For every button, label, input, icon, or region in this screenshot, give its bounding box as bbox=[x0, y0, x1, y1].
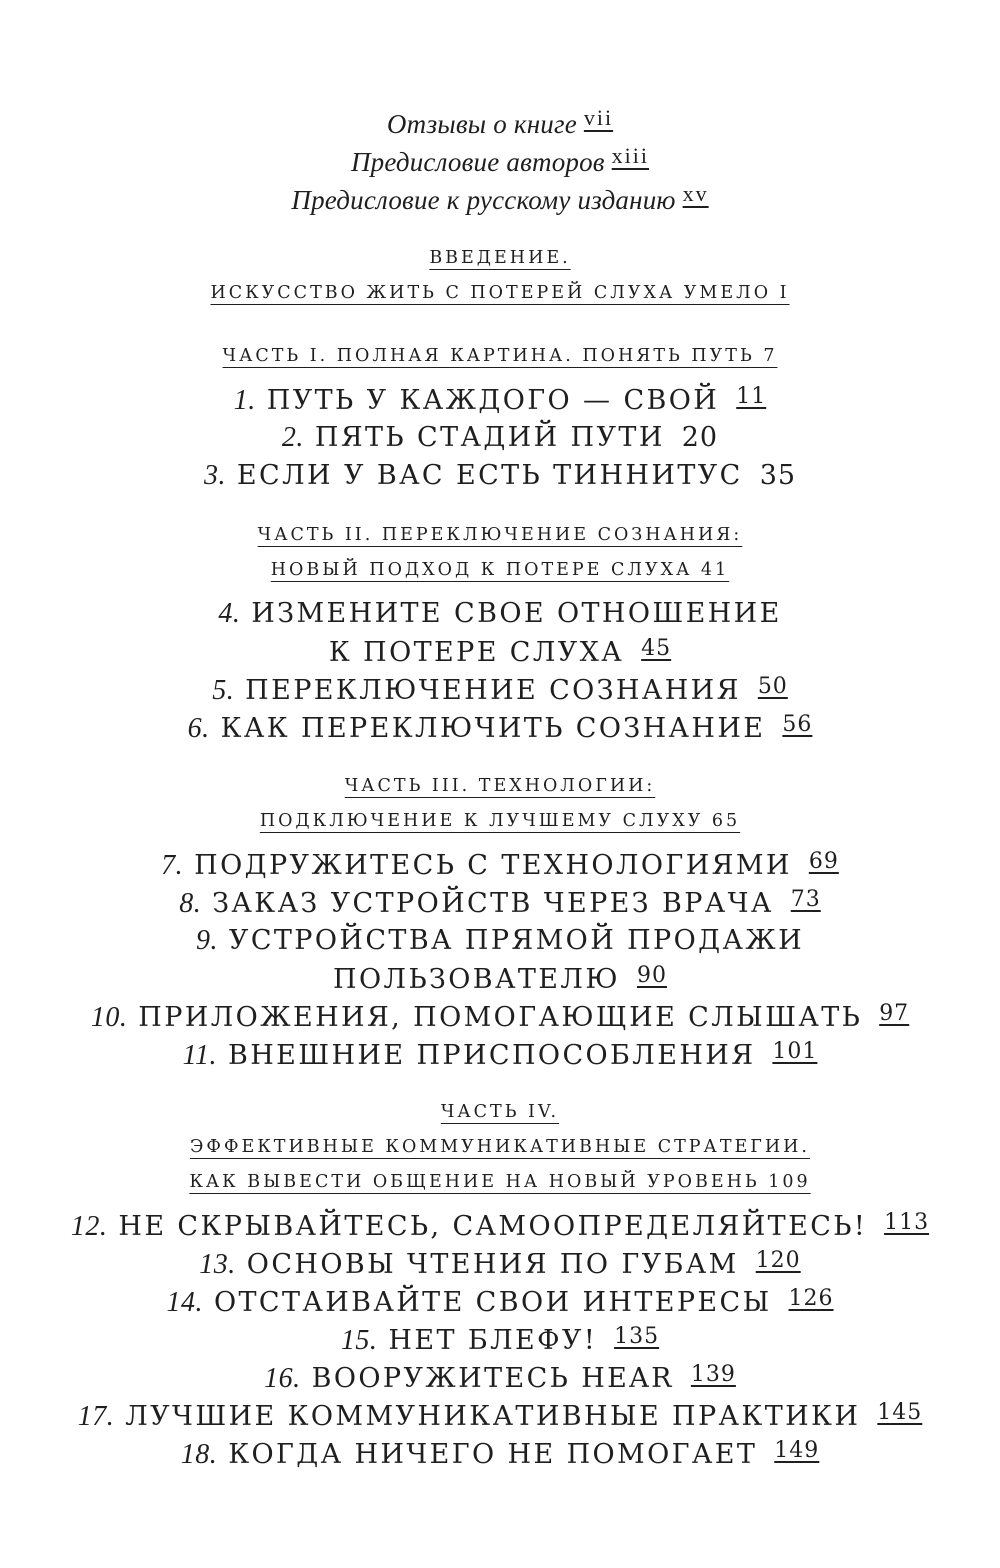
toc-part-3-line-2[interactable]: ПОДКЛЮЧЕНИЕ К ЛУЧШЕМУ СЛУХУ 65 bbox=[259, 811, 741, 831]
toc-chapter-4[interactable] bbox=[0, 598, 1000, 630]
chapter-title: КАК ПЕРЕКЛЮЧИТЬ СОЗНАНИЕ bbox=[220, 713, 766, 744]
toc-part-2-line-2[interactable]: НОВЫЙ ПОДХОД К ПОТЕРЕ СЛУХА 41 bbox=[270, 560, 730, 580]
page-number: 90 bbox=[636, 963, 667, 988]
page-number: 126 bbox=[788, 1286, 834, 1311]
chapter-number: 3. bbox=[203, 460, 226, 491]
toc-chapter-17[interactable] bbox=[0, 1400, 1000, 1433]
chapter-title: ЗАКАЗ УСТРОЙСТВ ЧЕРЕЗ ВРАЧА bbox=[212, 888, 774, 919]
chapter-title: ПУТЬ У КАЖДОГО — СВОЙ bbox=[266, 385, 720, 416]
chapter-title: ИЗМЕНИТЕ СВОЕ ОТНОШЕНИЕ bbox=[251, 598, 782, 629]
toc-chapter-1[interactable] bbox=[0, 384, 1000, 417]
toc-chapter-5[interactable] bbox=[0, 674, 1000, 707]
chapter-title: ВООРУЖИТЕСЬ HEAR bbox=[311, 1363, 674, 1394]
toc-chapter-15[interactable] bbox=[0, 1324, 1000, 1357]
chapter-number: 9. bbox=[195, 925, 218, 956]
toc-chapter-14[interactable] bbox=[0, 1286, 1000, 1319]
toc-part-1[interactable]: ЧАСТЬ I. ПОЛНАЯ КАРТИНА. ПОНЯТЬ ПУТЬ 7 bbox=[222, 346, 778, 366]
toc-chapter-16[interactable] bbox=[0, 1362, 1000, 1395]
page-number: 135 bbox=[614, 1324, 660, 1349]
chapter-title: ПРИЛОЖЕНИЯ, ПОМОГАЮЩИЕ СЛЫШАТЬ bbox=[138, 1002, 863, 1033]
toc-part-4-line-1[interactable]: ЧАСТЬ IV. bbox=[440, 1102, 560, 1122]
chapter-title: ПЯТЬ СТАДИЙ ПУТИ bbox=[314, 422, 665, 453]
chapter-title: КОГДА НИЧЕГО НЕ ПОМОГАЕТ bbox=[228, 1439, 758, 1470]
toc-intro-heading[interactable]: ВВЕДЕНИЕ. bbox=[429, 248, 571, 268]
chapter-title: ОТСТАИВАЙТЕ СВОИ ИНТЕРЕСЫ bbox=[213, 1287, 772, 1318]
page-number: vii bbox=[583, 105, 614, 130]
chapter-number: 16. bbox=[264, 1363, 301, 1394]
toc-chapter-4-continued[interactable] bbox=[0, 636, 1000, 668]
chapter-number: 10. bbox=[90, 1002, 128, 1033]
toc-entry-authors-preface[interactable] bbox=[0, 143, 1000, 178]
chapter-number: 18. bbox=[180, 1439, 218, 1470]
toc-chapter-3[interactable] bbox=[0, 460, 1000, 492]
toc-entry-russian-preface[interactable] bbox=[0, 181, 1000, 216]
toc-chapter-13[interactable] bbox=[0, 1248, 1000, 1281]
chapter-title-continued: К ПОТЕРЕ СЛУХА bbox=[328, 637, 625, 668]
page-number: 35 bbox=[759, 460, 797, 491]
toc-chapter-11[interactable] bbox=[0, 1039, 1000, 1072]
toc-part-3-line-1[interactable]: ЧАСТЬ III. ТЕХНОЛОГИИ: bbox=[344, 776, 656, 796]
chapter-number: 6. bbox=[187, 713, 210, 744]
chapter-number: 12. bbox=[70, 1211, 108, 1242]
chapter-number: 14. bbox=[166, 1287, 203, 1318]
chapter-number: 17. bbox=[77, 1401, 115, 1432]
toc-chapter-6[interactable] bbox=[0, 712, 1000, 745]
toc-part-2-line-1[interactable]: ЧАСТЬ II. ПЕРЕКЛЮЧЕНИЕ СОЗНАНИЯ: bbox=[257, 525, 743, 545]
chapter-number: 8. bbox=[179, 888, 202, 919]
toc-chapter-2[interactable] bbox=[0, 422, 1000, 454]
toc-entry-reviews[interactable] bbox=[0, 105, 1000, 140]
page-number: 101 bbox=[772, 1039, 818, 1064]
toc-chapter-9-continued[interactable] bbox=[0, 963, 1000, 995]
page-number: 56 bbox=[782, 712, 813, 737]
entry-title: Предисловие к русскому изданию bbox=[291, 185, 676, 215]
chapter-title: ВНЕШНИЕ ПРИСПОСОБЛЕНИЯ bbox=[227, 1040, 756, 1071]
chapter-title: ЛУЧШИЕ КОММУНИКАТИВНЫЕ ПРАКТИКИ bbox=[125, 1401, 861, 1432]
entry-title: Предисловие авторов bbox=[350, 147, 605, 177]
page-number: 145 bbox=[877, 1400, 923, 1425]
chapter-title-continued: ПОЛЬЗОВАТЕЛЮ bbox=[333, 964, 620, 995]
page-number: 149 bbox=[774, 1438, 820, 1463]
chapter-number: 11. bbox=[182, 1040, 217, 1071]
chapter-title: ОСНОВЫ ЧТЕНИЯ ПО ГУБАМ bbox=[246, 1249, 739, 1280]
chapter-number: 5. bbox=[212, 675, 235, 706]
toc-part-4-line-2[interactable]: ЭФФЕКТИВНЫЕ КОММУНИКАТИВНЫЕ СТРАТЕГИИ. bbox=[190, 1137, 810, 1157]
toc-chapter-7[interactable] bbox=[0, 849, 1000, 882]
chapter-number: 15. bbox=[340, 1325, 378, 1356]
page-number: 50 bbox=[757, 674, 788, 699]
page-number: 45 bbox=[641, 636, 672, 661]
page-number: 20 bbox=[681, 422, 719, 453]
chapter-title: НЕТ БЛЕФУ! bbox=[388, 1325, 598, 1356]
chapter-title: ЕСЛИ У ВАС ЕСТЬ ТИННИТУС bbox=[236, 460, 743, 491]
chapter-title: ПЕРЕКЛЮЧЕНИЕ СОЗНАНИЯ bbox=[245, 675, 741, 706]
page-number: 120 bbox=[755, 1248, 801, 1273]
chapter-number: 13. bbox=[199, 1249, 236, 1280]
page-number: 97 bbox=[879, 1001, 910, 1026]
toc-chapter-9[interactable] bbox=[0, 925, 1000, 957]
page-number: 69 bbox=[808, 849, 839, 874]
toc-intro-title[interactable]: ИСКУССТВО ЖИТЬ С ПОТЕРЕЙ СЛУХА УМЕЛО I bbox=[210, 283, 790, 303]
toc-chapter-18[interactable] bbox=[0, 1438, 1000, 1471]
page-number: xiii bbox=[611, 143, 650, 168]
page-number: 113 bbox=[884, 1210, 930, 1235]
page-number: 73 bbox=[790, 887, 821, 912]
chapter-number: 7. bbox=[161, 850, 184, 881]
chapter-title: УСТРОЙСТВА ПРЯМОЙ ПРОДАЖИ bbox=[228, 925, 805, 956]
page-number: xv bbox=[682, 181, 709, 206]
toc-chapter-8[interactable] bbox=[0, 887, 1000, 920]
toc-chapter-12[interactable] bbox=[0, 1210, 1000, 1243]
page-number: 11 bbox=[736, 384, 767, 409]
chapter-number: 4. bbox=[218, 598, 241, 629]
chapter-title: НЕ СКРЫВАЙТЕСЬ, САМООПРЕДЕЛЯЙТЕСЬ! bbox=[118, 1211, 868, 1242]
chapter-number: 1. bbox=[233, 385, 256, 416]
toc-chapter-10[interactable] bbox=[0, 1001, 1000, 1034]
chapter-title: ПОДРУЖИТЕСЬ С ТЕХНОЛОГИЯМИ bbox=[194, 850, 792, 881]
entry-title: Отзывы о книге bbox=[386, 109, 577, 139]
toc-part-4-line-3[interactable]: КАК ВЫВЕСТИ ОБЩЕНИЕ НА НОВЫЙ УРОВЕНЬ 109 bbox=[189, 1172, 811, 1192]
page-number: 139 bbox=[690, 1362, 736, 1387]
chapter-number: 2. bbox=[281, 422, 304, 453]
